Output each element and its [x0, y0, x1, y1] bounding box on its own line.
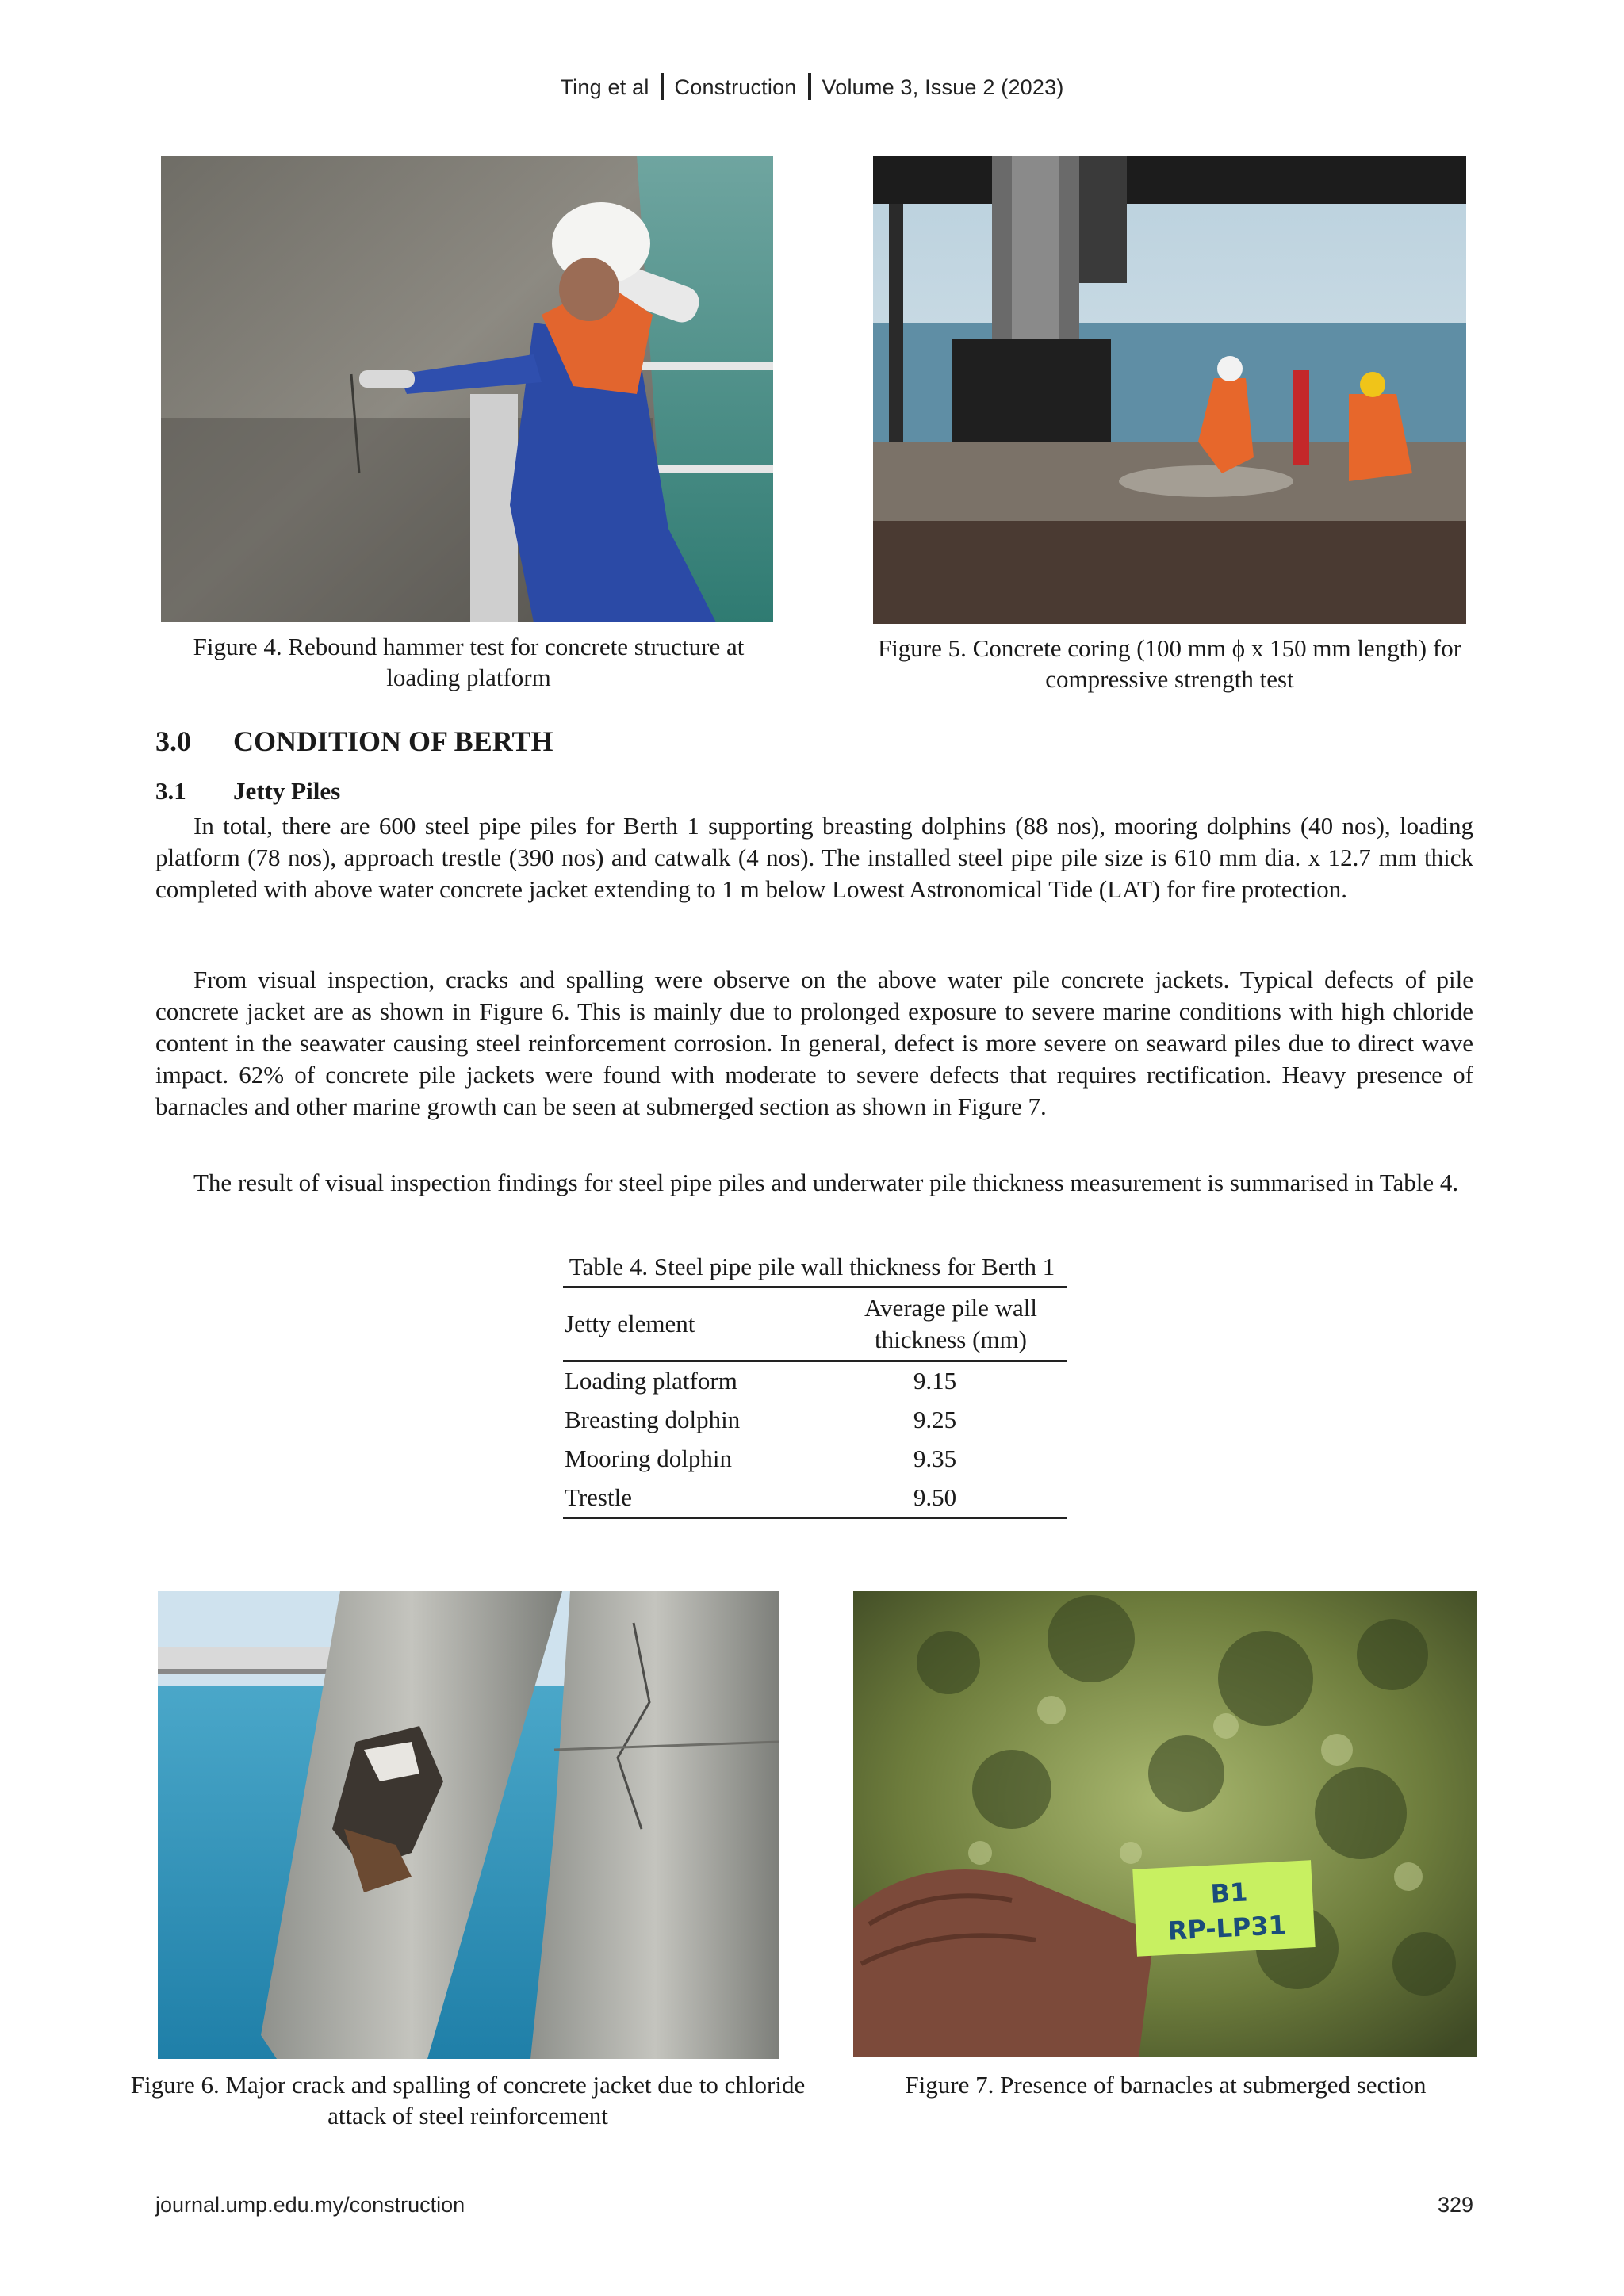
table-col-header: Average pile wall thickness (mm) [864, 1294, 1038, 1353]
table-cell-thickness: 9.25 [913, 1406, 957, 1433]
header-journal: Construction [674, 75, 797, 99]
table-cell-thickness: 9.15 [913, 1367, 957, 1395]
table-cell-thickness: 9.35 [913, 1445, 957, 1472]
header-volume: Volume 3, Issue 2 (2023) [822, 75, 1064, 99]
running-header [0, 73, 1624, 100]
table-row [563, 1401, 1067, 1440]
table-4-caption: Table 4. Steel pipe pile wall thickness for Berth 1 [569, 1253, 1055, 1280]
figure-5-photo [873, 156, 1466, 624]
table-cell-element: Loading platform [565, 1367, 737, 1395]
table-cell-element: Breasting dolphin [565, 1406, 741, 1433]
section-number: 3.0 [155, 725, 191, 757]
figure-4-photo [161, 156, 773, 622]
table-row [563, 1361, 1067, 1401]
figure-6-caption: Figure 6. Major crack and spalling of concrete jacket due to chloride attack of steel reinforcement [130, 2071, 806, 2130]
table-cell-element: Mooring dolphin [565, 1445, 732, 1472]
body-paragraph: The result of visual inspection findings for steel pipe piles and underwater pile thickness measurement is summarised in Table 4. [193, 1169, 1459, 1196]
header-separator [661, 73, 664, 100]
figure-4-caption: Figure 4. Rebound hammer test for concrete structure at loading platform [193, 633, 745, 691]
table-header-row [563, 1287, 1067, 1361]
table-row [563, 1479, 1067, 1518]
table-cell-thickness: 9.50 [913, 1483, 957, 1511]
table-cell-element: Trestle [565, 1483, 632, 1511]
figure-7-caption: Figure 7. Presence of barnacles at submerged section [905, 2071, 1427, 2099]
header-authors: Ting et al [560, 75, 649, 99]
fig7-tag-line1: B1 [1209, 1877, 1249, 1909]
figure-7-photo [853, 1591, 1477, 2057]
body-paragraph: In total, there are 600 steel pipe piles for Berth 1 supporting breasting dolphins (88 nos), mooring dolphins (40 nos), loading platform (78 nos), approach trestle (390 nos) and catwalk (4 nos). The installed steel pipe pile size is 610 mm dia. x 12.7 mm thick completed with above water concrete jacket extending to 1 m below Lowest Astronomical Tide (LAT) for fire protection. [155, 812, 1473, 903]
section-heading [155, 725, 553, 758]
body-paragraph: From visual inspection, cracks and spalling were observe on the above water pile concrete jackets. Typical defects of pile concrete jacket are as shown in Figure 6. This is mainly due to prolonged exposure to severe marine conditions with high chloride content in the seawater causing steel reinforcement corrosion. In general, defect is more severe on seaward piles due to direct wave impact. 62% of concrete pile jackets were found with moderate to severe defects that requires rectification. Heavy presence of barnacles and other marine growth can be seen at submerged section as shown in Figure 7. [155, 966, 1473, 1120]
header-separator [808, 73, 811, 100]
section-title: CONDITION OF BERTH [233, 725, 553, 757]
subsection-heading [155, 777, 340, 806]
table-col-header: Jetty element [565, 1310, 695, 1337]
subsection-title: Jetty Piles [233, 777, 341, 805]
figure-6-photo [158, 1591, 779, 2059]
figure-5-caption: Figure 5. Concrete coring (100 mm ϕ x 150 mm length) for compressive strength test [877, 634, 1462, 693]
footer-url: journal.ump.edu.my/construction [155, 2193, 465, 2217]
table-4 [563, 1286, 1067, 1519]
fig7-tag-line2: RP-LP31 [1166, 1909, 1287, 1946]
page-number: 329 [1437, 2193, 1473, 2217]
table-row [563, 1440, 1067, 1479]
subsection-number: 3.1 [155, 777, 186, 805]
